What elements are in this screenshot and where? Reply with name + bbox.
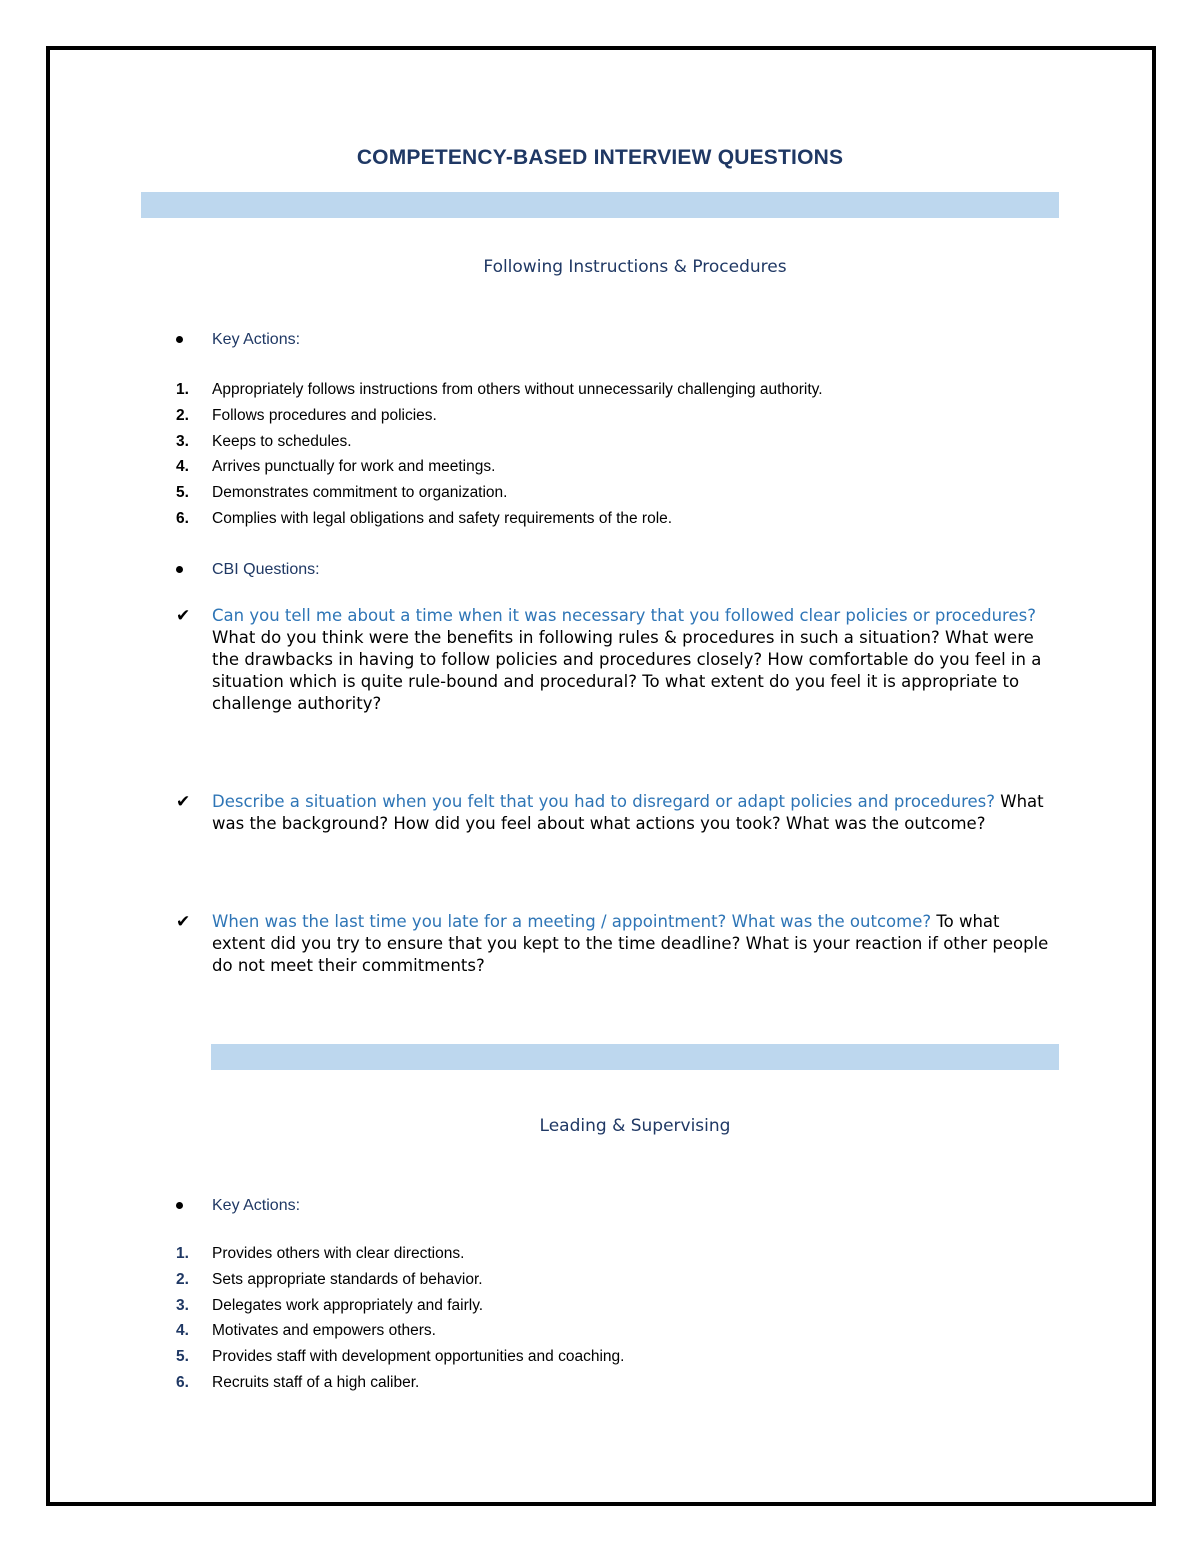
key-action-item: [176, 506, 1076, 532]
key-action-number: 4.: [176, 458, 189, 476]
key-action-text: Recruits staff of a high caliber.: [212, 1373, 420, 1391]
key-action-number: 2.: [176, 1270, 189, 1288]
key-action-item: [176, 403, 1076, 429]
question-followup: What was the background? How did you feel about what actions you took? What was the outcome?: [212, 792, 1044, 833]
key-action-text: Delegates work appropriately and fairly.: [212, 1296, 484, 1314]
key-action-number: 6.: [176, 1373, 189, 1391]
key-actions-bullet: [176, 1197, 576, 1217]
key-action-item: [176, 1344, 1076, 1370]
key-action-text: Provides staff with development opportunities and coaching.: [212, 1348, 625, 1366]
question-item: [176, 791, 1056, 861]
key-action-number: 3.: [176, 432, 189, 450]
key-actions-label: Key Actions:: [212, 1197, 301, 1214]
checkmark-icon: ✔: [176, 792, 191, 812]
question-followup: What do you think were the benefits in following rules & procedures in such a situation? What were the drawbacks in having to follow policies and procedures closely? How comfortable do you feel in a situation which is quite rule-bound and procedural? To what extent do you feel it is appropriate to challenge authority?: [212, 628, 1042, 713]
question-lead: Can you tell me about a time when it was necessary that you followed clear policies or procedures?: [212, 606, 1036, 625]
key-action-number: 1.: [176, 1245, 189, 1262]
question-lead: Describe a situation when you felt that you had to disregard or adapt policies and procedures?: [212, 792, 996, 811]
cbi-questions-bullet: [176, 561, 576, 581]
checkmark-icon: ✔: [176, 912, 191, 932]
key-action-text: Motivates and empowers others.: [212, 1322, 436, 1340]
key-action-text: Sets appropriate standards of behavior.: [212, 1270, 483, 1288]
cbi-questions-label: CBI Questions:: [212, 561, 320, 578]
question-item: [176, 605, 1056, 745]
question-followup: To what extent did you try to ensure that you kept to the time deadline? What is your reaction if other people do not meet their commitments?: [212, 912, 1049, 975]
key-action-item: [176, 1267, 1076, 1293]
key-action-number: 2.: [176, 406, 189, 424]
key-action-text: Appropriately follows instructions from others without unnecessarily challenging authority.: [212, 381, 823, 398]
question-lead: When was the last time you late for a meeting / appointment? What was the outcome?: [212, 912, 932, 931]
key-action-item: [176, 377, 1076, 403]
key-action-number: 3.: [176, 1296, 189, 1314]
key-action-number: 6.: [176, 509, 189, 527]
key-actions-list: [176, 1241, 1076, 1396]
key-action-item: [176, 1241, 1076, 1267]
section-divider-band: [141, 192, 1059, 218]
document-title: COMPETENCY-BASED INTERVIEW QUESTIONS: [356, 146, 844, 169]
key-action-text: Demonstrates commitment to organization.: [212, 484, 508, 502]
question-item: [176, 911, 1056, 981]
key-actions-list: [176, 377, 1076, 532]
key-action-number: 5.: [176, 484, 189, 502]
key-action-item: [176, 480, 1076, 506]
bullet-dot-icon: [176, 336, 183, 343]
checkmark-icon: ✔: [176, 606, 191, 626]
key-action-item: [176, 1318, 1076, 1344]
key-action-item: [176, 454, 1076, 480]
section-divider-band: [211, 1044, 1059, 1070]
key-action-text: Provides others with clear directions.: [212, 1245, 465, 1262]
key-action-item: [176, 1293, 1076, 1319]
key-actions-bullet: [176, 331, 576, 351]
section-heading-leading-supervising: Leading & Supervising: [539, 1116, 731, 1136]
key-action-text: Keeps to schedules.: [212, 432, 352, 450]
key-action-text: Arrives punctually for work and meetings.: [212, 458, 496, 476]
bullet-dot-icon: [176, 1202, 183, 1209]
key-action-number: 5.: [176, 1348, 189, 1366]
key-action-text: Complies with legal obligations and safety requirements of the role.: [212, 509, 673, 527]
section-heading-following-instructions: Following Instructions & Procedures: [483, 257, 787, 277]
key-action-item: [176, 1370, 1076, 1396]
key-action-text: Follows procedures and policies.: [212, 406, 437, 424]
key-action-number: 1.: [176, 381, 189, 398]
key-action-number: 4.: [176, 1322, 189, 1340]
bullet-dot-icon: [176, 566, 183, 573]
key-actions-label: Key Actions:: [212, 331, 301, 348]
key-action-item: [176, 429, 1076, 455]
